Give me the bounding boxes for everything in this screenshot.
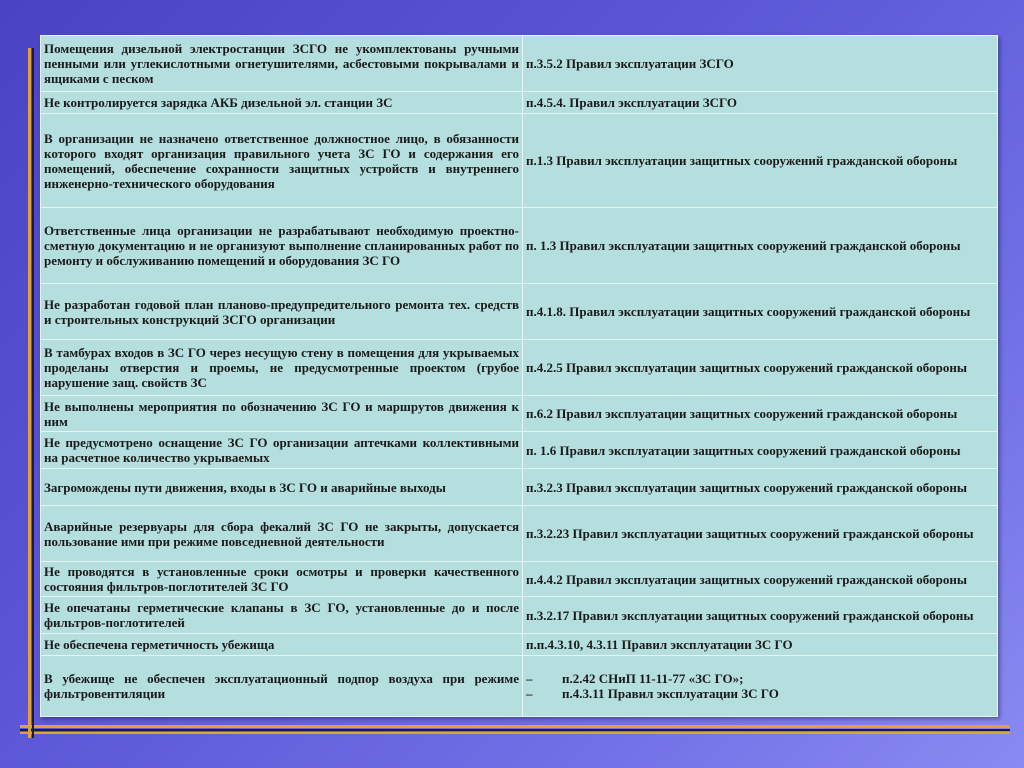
violation-cell: Не проводятся в установленные сроки осмотры и проверки качественного состояния фильтров-поглотителей ЗС ГО [41, 562, 523, 597]
table-row [41, 208, 998, 284]
reference-list-item [526, 686, 994, 701]
violations-table [40, 35, 998, 717]
reference-cell: п.3.2.3 Правил эксплуатации защитных сооружений гражданской обороны [523, 469, 998, 506]
reference-list-item [526, 671, 994, 686]
reference-cell: п.4.4.2 Правил эксплуатации защитных сооружений гражданской обороны [523, 562, 998, 597]
violation-cell: В организации не назначено ответственное должностное лицо, в обязанности которого входят организация правильного учета ЗС ГО и содержания его помещений, обеспечение сохранности защитных устройств и внутреннего инженерно-технического оборудования [41, 114, 523, 208]
decorative-line [20, 725, 1010, 728]
table-row [41, 114, 998, 208]
reference-cell: п.4.1.8. Правил эксплуатации защитных сооружений гражданской обороны [523, 284, 998, 340]
reference-cell: п.6.2 Правил эксплуатации защитных сооружений гражданской обороны [523, 396, 998, 432]
table-row [41, 562, 998, 597]
reference-cell: п.п.4.3.10, 4.3.11 Правил эксплуатации ЗС ГО [523, 634, 998, 656]
table-row [41, 469, 998, 506]
violations-table-container [40, 35, 998, 717]
reference-cell: п.4.5.4. Правил эксплуатации ЗСГО [523, 92, 998, 114]
decorative-line [20, 729, 1010, 731]
violation-cell: Ответственные лица организации не разрабатывают необходимую проектно-сметную документацию и не организуют выполнение спланированных работ по ремонту и обслуживанию помещений и оборудования ЗС ГО [41, 208, 523, 284]
reference-list-text: п.4.3.11 Правил эксплуатации ЗС ГО [562, 686, 779, 701]
table-row [41, 36, 998, 92]
decorative-line [28, 48, 31, 738]
table-row [41, 506, 998, 562]
violation-cell: Не опечатаны герметические клапаны в ЗС ГО, установленные до и после фильтров-поглотителей [41, 597, 523, 634]
violation-cell: В тамбурах входов в ЗС ГО через несущую стену в помещения для укрываемых проделаны отверстия и проемы, не предусмотренные проектом (грубое нарушение защ. свойств ЗС [41, 340, 523, 396]
table-row [41, 92, 998, 114]
violation-cell: Не обеспечена герметичность убежища [41, 634, 523, 656]
reference-cell: п.1.3 Правил эксплуатации защитных сооружений гражданской обороны [523, 114, 998, 208]
table-row [41, 432, 998, 469]
table-row [41, 656, 998, 717]
table-row [41, 396, 998, 432]
table-row [41, 284, 998, 340]
reference-cell: п. 1.3 Правил эксплуатации защитных сооружений гражданской обороны [523, 208, 998, 284]
violation-cell: Аварийные резервуары для сбора фекалий ЗС ГО не закрыты, допускается пользование ими при режиме повседневной деятельности [41, 506, 523, 562]
decorative-line [20, 732, 1010, 734]
violation-cell: Загромождены пути движения, входы в ЗС ГО и аварийные выходы [41, 469, 523, 506]
table-row [41, 597, 998, 634]
table-row [41, 634, 998, 656]
violation-cell: Не разработан годовой план планово-предупредительного ремонта тех. средств и строительных конструкций ЗСГО организации [41, 284, 523, 340]
violation-cell: Не предусмотрено оснащение ЗС ГО организации аптечками коллективными на расчетное количество укрываемых [41, 432, 523, 469]
reference-cell: п.4.2.5 Правил эксплуатации защитных сооружений гражданской обороны [523, 340, 998, 396]
reference-cell: п.3.5.2 Правил эксплуатации ЗСГО [523, 36, 998, 92]
list-marker: – [526, 671, 533, 686]
reference-cell: п.3.2.23 Правил эксплуатации защитных сооружений гражданской обороны [523, 506, 998, 562]
violation-cell: Помещения дизельной электростанции ЗСГО не укомплектованы ручными пенными или углекислотными огнетушителями, асбестовыми покрывалами и ящиками с песком [41, 36, 523, 92]
reference-list-text: п.2.42 СНиП 11-11-77 «ЗС ГО»; [562, 671, 744, 686]
list-marker: – [526, 686, 533, 701]
reference-cell: п.3.2.17 Правил эксплуатации защитных сооружений гражданской обороны [523, 597, 998, 634]
violation-cell: В убежище не обеспечен эксплуатационный подпор воздуха при режиме фильтровентиляции [41, 656, 523, 717]
reference-cell: п. 1.6 Правил эксплуатации защитных сооружений гражданской обороны [523, 432, 998, 469]
violation-cell: Не контролируется зарядка АКБ дизельной эл. станции ЗС [41, 92, 523, 114]
table-row [41, 340, 998, 396]
reference-cell [523, 656, 998, 717]
violation-cell: Не выполнены мероприятия по обозначению ЗС ГО и маршрутов движения к ним [41, 396, 523, 432]
decorative-line [32, 48, 34, 738]
